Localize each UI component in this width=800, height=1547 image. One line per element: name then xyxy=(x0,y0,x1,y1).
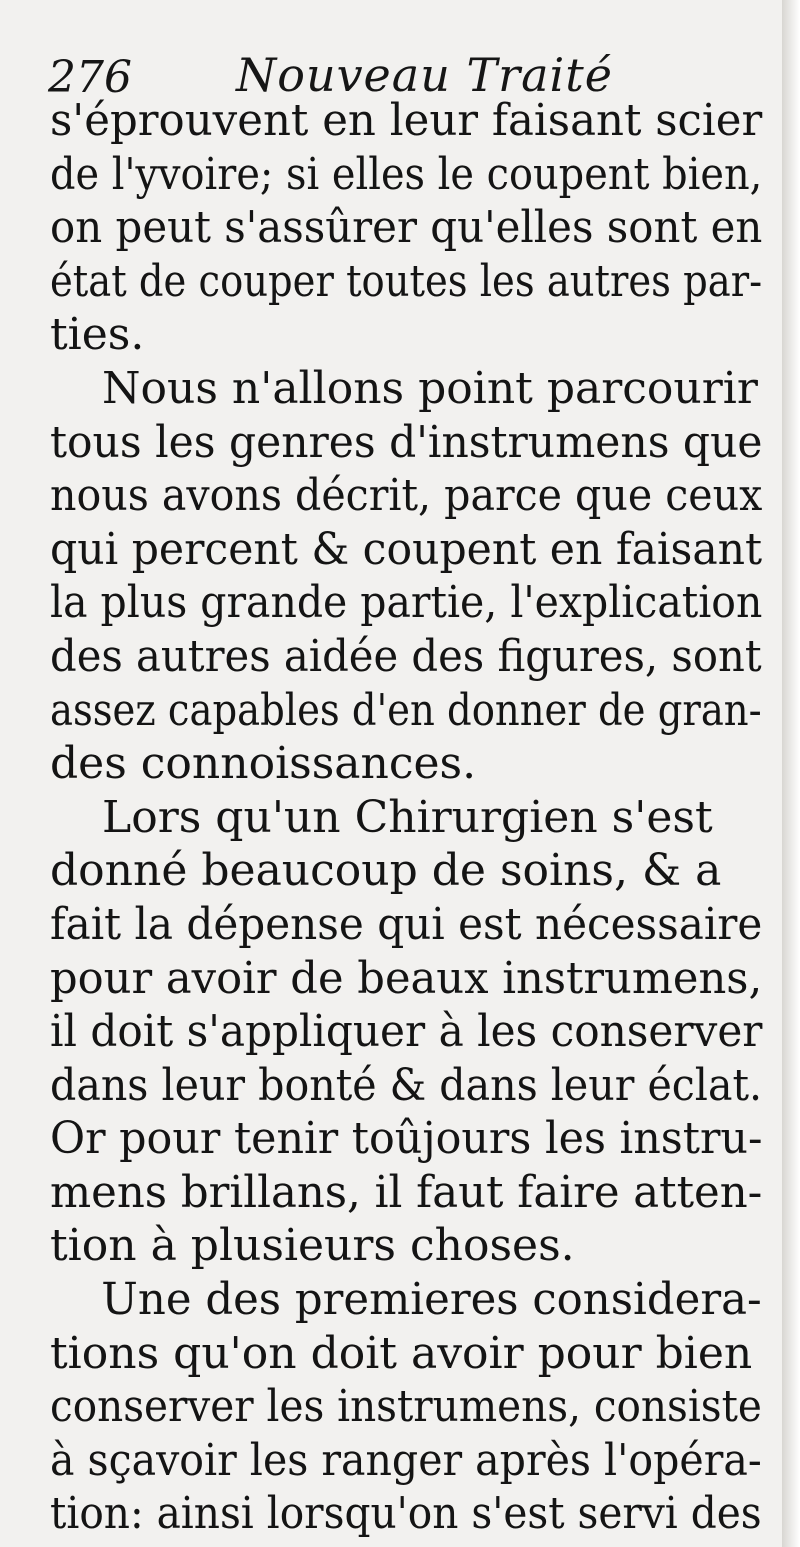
text-line: assez capables d'en donner de gran- xyxy=(50,684,762,736)
text-line: des connoissances. xyxy=(50,738,477,790)
text-line: état de couper toutes les autres par- xyxy=(50,255,763,307)
paragraph xyxy=(50,94,766,362)
text-line: la plus grande partie, l'explication xyxy=(50,577,763,629)
text-line: Une des premieres considera- xyxy=(101,1274,762,1326)
text-line: tion: ainsi lorsqu'on s'est servi des xyxy=(50,1488,762,1540)
text-line: des autres aidée des figures, sont xyxy=(50,630,762,682)
paragraph xyxy=(50,1273,766,1541)
text-line: Lors qu'un Chirurgien s'est xyxy=(102,791,713,843)
text-line: donné beaucoup de soins, & a xyxy=(50,845,722,897)
text-line: conserver les instrumens, consiste xyxy=(50,1381,762,1433)
text-line: Or pour tenir toûjours les instru- xyxy=(50,1113,763,1165)
text-line: dans leur bonté & dans leur éclat. xyxy=(50,1059,763,1111)
page-edge-shadow xyxy=(782,0,800,1547)
text-line: mens brillans, il faut faire atten- xyxy=(50,1166,763,1218)
text-line: à sçavoir les ranger après l'opéra- xyxy=(50,1434,762,1486)
paragraph xyxy=(50,362,766,791)
text-line: s'éprouvent en leur faisant scier xyxy=(50,95,763,146)
text-line: tions qu'on doit avoir pour bien xyxy=(50,1327,753,1379)
text-line: fait la dépense qui est nécessaire xyxy=(50,898,763,950)
text-line: ties. xyxy=(50,309,145,361)
text-line: nous avons décrit, parce que ceux xyxy=(50,470,763,522)
text-line: pour avoir de beaux instrumens, xyxy=(50,952,763,1004)
page-number: 276 xyxy=(48,52,132,103)
text-line: qui percent & coupent en faisant xyxy=(50,523,763,575)
body-text xyxy=(50,94,766,1541)
paragraph xyxy=(50,791,766,1273)
text-line: Nous n'allons point parcourir xyxy=(102,362,758,414)
text-line: on peut s'assûrer qu'elles sont en xyxy=(50,202,763,254)
text-line: de l'yvoire; si elles le coupent bien, xyxy=(50,148,763,200)
running-title: Nouveau Traité xyxy=(236,48,613,102)
text-line: tion à plusieurs choses. xyxy=(50,1220,575,1272)
text-line: il doit s'appliquer à les conserver xyxy=(50,1006,763,1058)
text-line: tous les genres d'instrumens que xyxy=(50,416,763,468)
